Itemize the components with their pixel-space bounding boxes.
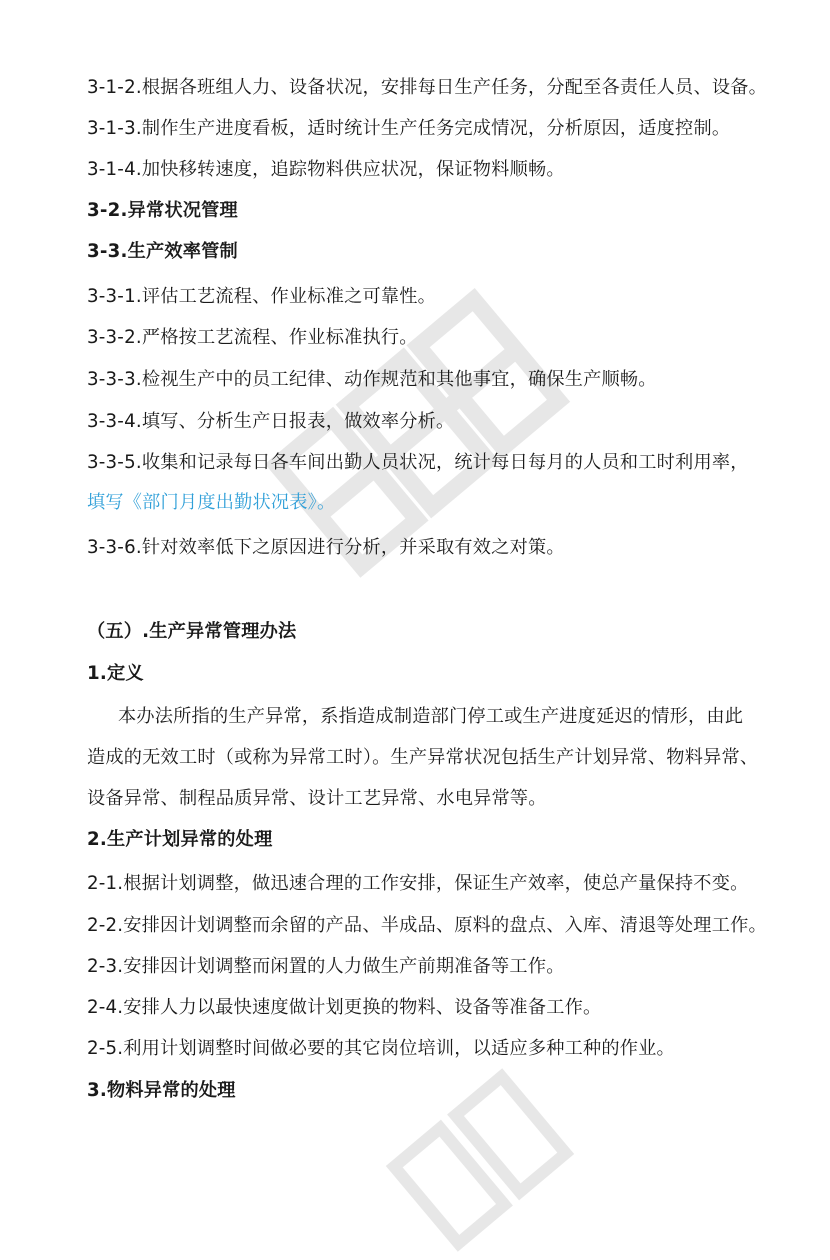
list-item: 3-1-3.制作生产进度看板，适时统计生产任务完成情况，分析原因，适度控制。 [87,118,731,139]
section-heading-definition: 1.定义 [87,663,144,684]
list-item: 2-2.安排因计划调整而余留的产品、半成品、原料的盘点、入库、清退等处理工作。 [87,915,767,936]
list-item: 2-1.根据计划调整，做迅速合理的工作安排，保证生产效率，使总产量保持不变。 [87,873,749,894]
list-item: 3-3-2.严格按工艺流程、作业标准执行。 [87,327,418,348]
chapter-title: （五）.生产异常管理办法 [87,621,297,642]
list-item: 3-3-3.检视生产中的员工纪律、动作规范和其他事宜，确保生产顺畅。 [87,369,657,390]
section-heading-plan: 2.生产计划异常的处理 [87,829,273,850]
list-item: 3-3-4.填写、分析生产日报表，做效率分析。 [87,411,455,432]
list-item: 3-1-4.加快移转速度，追踪物料供应状况，保证物料顺畅。 [87,159,565,180]
section-heading-material: 3.物料异常的处理 [87,1080,236,1101]
section-heading-3-3: 3-3.生产效率管制 [87,241,238,262]
list-item: 3-3-5.收集和记录每日各车间出勤人员状况，统计每日每月的人员和工时利用率， [87,452,749,473]
paragraph-line: 本办法所指的生产异常，系指造成制造部门停工或生产进度延迟的情形，由此 [118,706,744,727]
list-item: 2-4.安排人力以最快速度做计划更换的物料、设备等准备工作。 [87,997,602,1018]
paragraph-line: 设备异常、制程品质异常、设计工艺异常、水电异常等。 [87,788,547,809]
paragraph-line: 造成的无效工时（或称为异常工时）。生产异常状况包括生产计划异常、物料异常、 [87,747,759,768]
list-item: 2-5.利用计划调整时间做必要的其它岗位培训，以适应多种工种的作业。 [87,1038,675,1059]
list-item: 3-3-1.评估工艺流程、作业标准之可靠性。 [87,286,437,307]
form-link[interactable]: 填写《部门月度出勤状况表》。 [87,492,336,513]
list-item: 3-3-6.针对效率低下之原因进行分析，并采取有效之对策。 [87,537,565,558]
list-item: 2-3.安排因计划调整而闲置的人力做生产前期准备等工作。 [87,956,565,977]
list-item: 3-1-2.根据各班组人力、设备状况，安排每日生产任务，分配至各责任人员、设备。 [87,77,767,98]
section-heading-3-2: 3-2.异常状况管理 [87,200,238,221]
watermark-icon-bottom [380,1060,580,1260]
